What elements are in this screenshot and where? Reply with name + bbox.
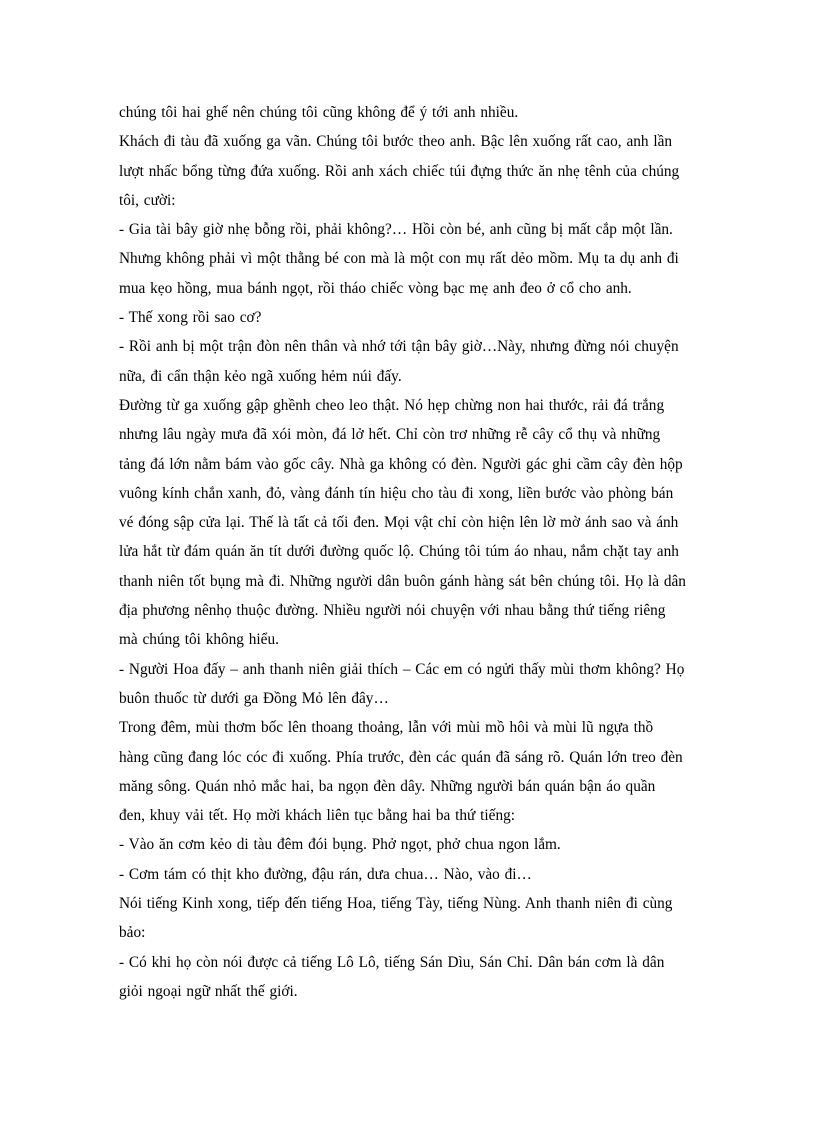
text-line: nữa, đi cẩn thận kẻo ngã xuống hẻm núi đấy. (119, 367, 402, 385)
text-line: - Vào ăn cơm kẻo di tàu đêm đói bụng. Phở ngọt, phở chua ngon lắm. (119, 836, 561, 854)
text-line: - Gia tài bây giờ nhẹ bỗng rồi, phải không?… Hồi còn bé, anh cũng bị mất cắp một lần. (119, 221, 673, 239)
text-line: - Có khi họ còn nói được cả tiếng Lô Lô, tiếng Sán Dìu, Sán Chỉ. Dân bán cơm là dân (119, 953, 665, 971)
text-line: Nhưng không phải vì một thằng bé con mà là một con mụ rất dẻo mồm. Mụ ta dụ anh đi (119, 250, 679, 268)
text-line: vé đóng sập cửa lại. Thế là tất cả tối đen. Mọi vật chỉ còn hiện lên lờ mờ ánh sao và ánh (119, 514, 679, 532)
text-line: - Cơm tám có thịt kho đường, đậu rán, dưa chua… Nào, vào đi… (119, 865, 532, 883)
text-line: thanh niên tốt bụng mà đi. Những người dân buôn gánh hàng sát bên chúng tôi. Họ là dân (119, 572, 686, 590)
text-line: buôn thuốc từ dưới ga Đồng Mỏ lên đây… (119, 689, 389, 707)
text-line: Nói tiếng Kinh xong, tiếp đến tiếng Hoa, tiếng Tày, tiếng Nùng. Anh thanh niên đi cùng (119, 895, 673, 913)
body-text (119, 98, 699, 1006)
text-line: tảng đá lớn nằm bám vào gốc cây. Nhà ga không có đèn. Người gác ghi cầm cây đèn hộp (119, 455, 683, 473)
text-line: mua kẹo hồng, mua bánh ngọt, rồi tháo chiếc vòng bạc mẹ anh đeo ở cổ cho anh. (119, 279, 632, 297)
text-line: - Thế xong rồi sao cơ? (119, 309, 262, 327)
text-line: - Người Hoa đấy – anh thanh niên giải thích – Các em có ngửi thấy mùi thơm không? Họ (119, 660, 685, 678)
text-line: măng sông. Quán nhỏ mắc hai, ba ngọn đèn dây. Những người bán quán bận áo quần (119, 777, 656, 795)
text-line: hàng cũng đang lóc cóc đi xuống. Phía trước, đèn các quán đã sáng rõ. Quán lớn treo đèn (119, 748, 683, 766)
text-line: giỏi ngoại ngữ nhất thế giới. (119, 982, 298, 1000)
text-line: vuông kính chắn xanh, đỏ, vàng đánh tín hiệu cho tàu đi xong, liền bước vào phòng bán (119, 484, 674, 502)
text-line: Khách đi tàu đã xuống ga vãn. Chúng tôi bước theo anh. Bậc lên xuống rất cao, anh lần (119, 133, 673, 151)
text-line: đen, khuy vải tết. Họ mời khách liên tục bằng hai ba thứ tiếng: (119, 807, 515, 825)
text-line: nhưng lâu ngày mưa đã xói mòn, đá lở hết. Chỉ còn trơ những rễ cây cổ thụ và những (119, 426, 661, 444)
text-line: Đường từ ga xuống gập ghềnh cheo leo thật. Nó hẹp chừng non hai thước, rải đá trắng (119, 396, 665, 414)
text-line: mà chúng tôi không hiểu. (119, 631, 279, 649)
text-line: Trong đêm, mùi thơm bốc lên thoang thoảng, lẫn với mùi mồ hôi và mùi lũ ngựa thồ (119, 719, 654, 737)
text-line: lửa hắt từ đám quán ăn tít dưới đường quốc lộ. Chúng tôi túm áo nhau, nắm chặt tay anh (119, 543, 679, 561)
text-line: địa phương nênhọ thuộc đường. Nhiều người nói chuyện với nhau bằng thứ tiếng riêng (119, 602, 666, 620)
text-line: - Rồi anh bị một trận đòn nên thân và nhớ tới tận bây giờ…Này, nhưng đừng nói chuyện (119, 338, 679, 356)
text-line: lượt nhấc bổng từng đứa xuống. Rồi anh xách chiếc túi đựng thức ăn nhẹ tênh của chúng (119, 162, 680, 180)
text-line: tôi, cười: (119, 191, 176, 209)
text-line: bảo: (119, 924, 146, 942)
text-line: chúng tôi hai ghế nên chúng tôi cũng không để ý tới anh nhiều. (119, 104, 519, 121)
